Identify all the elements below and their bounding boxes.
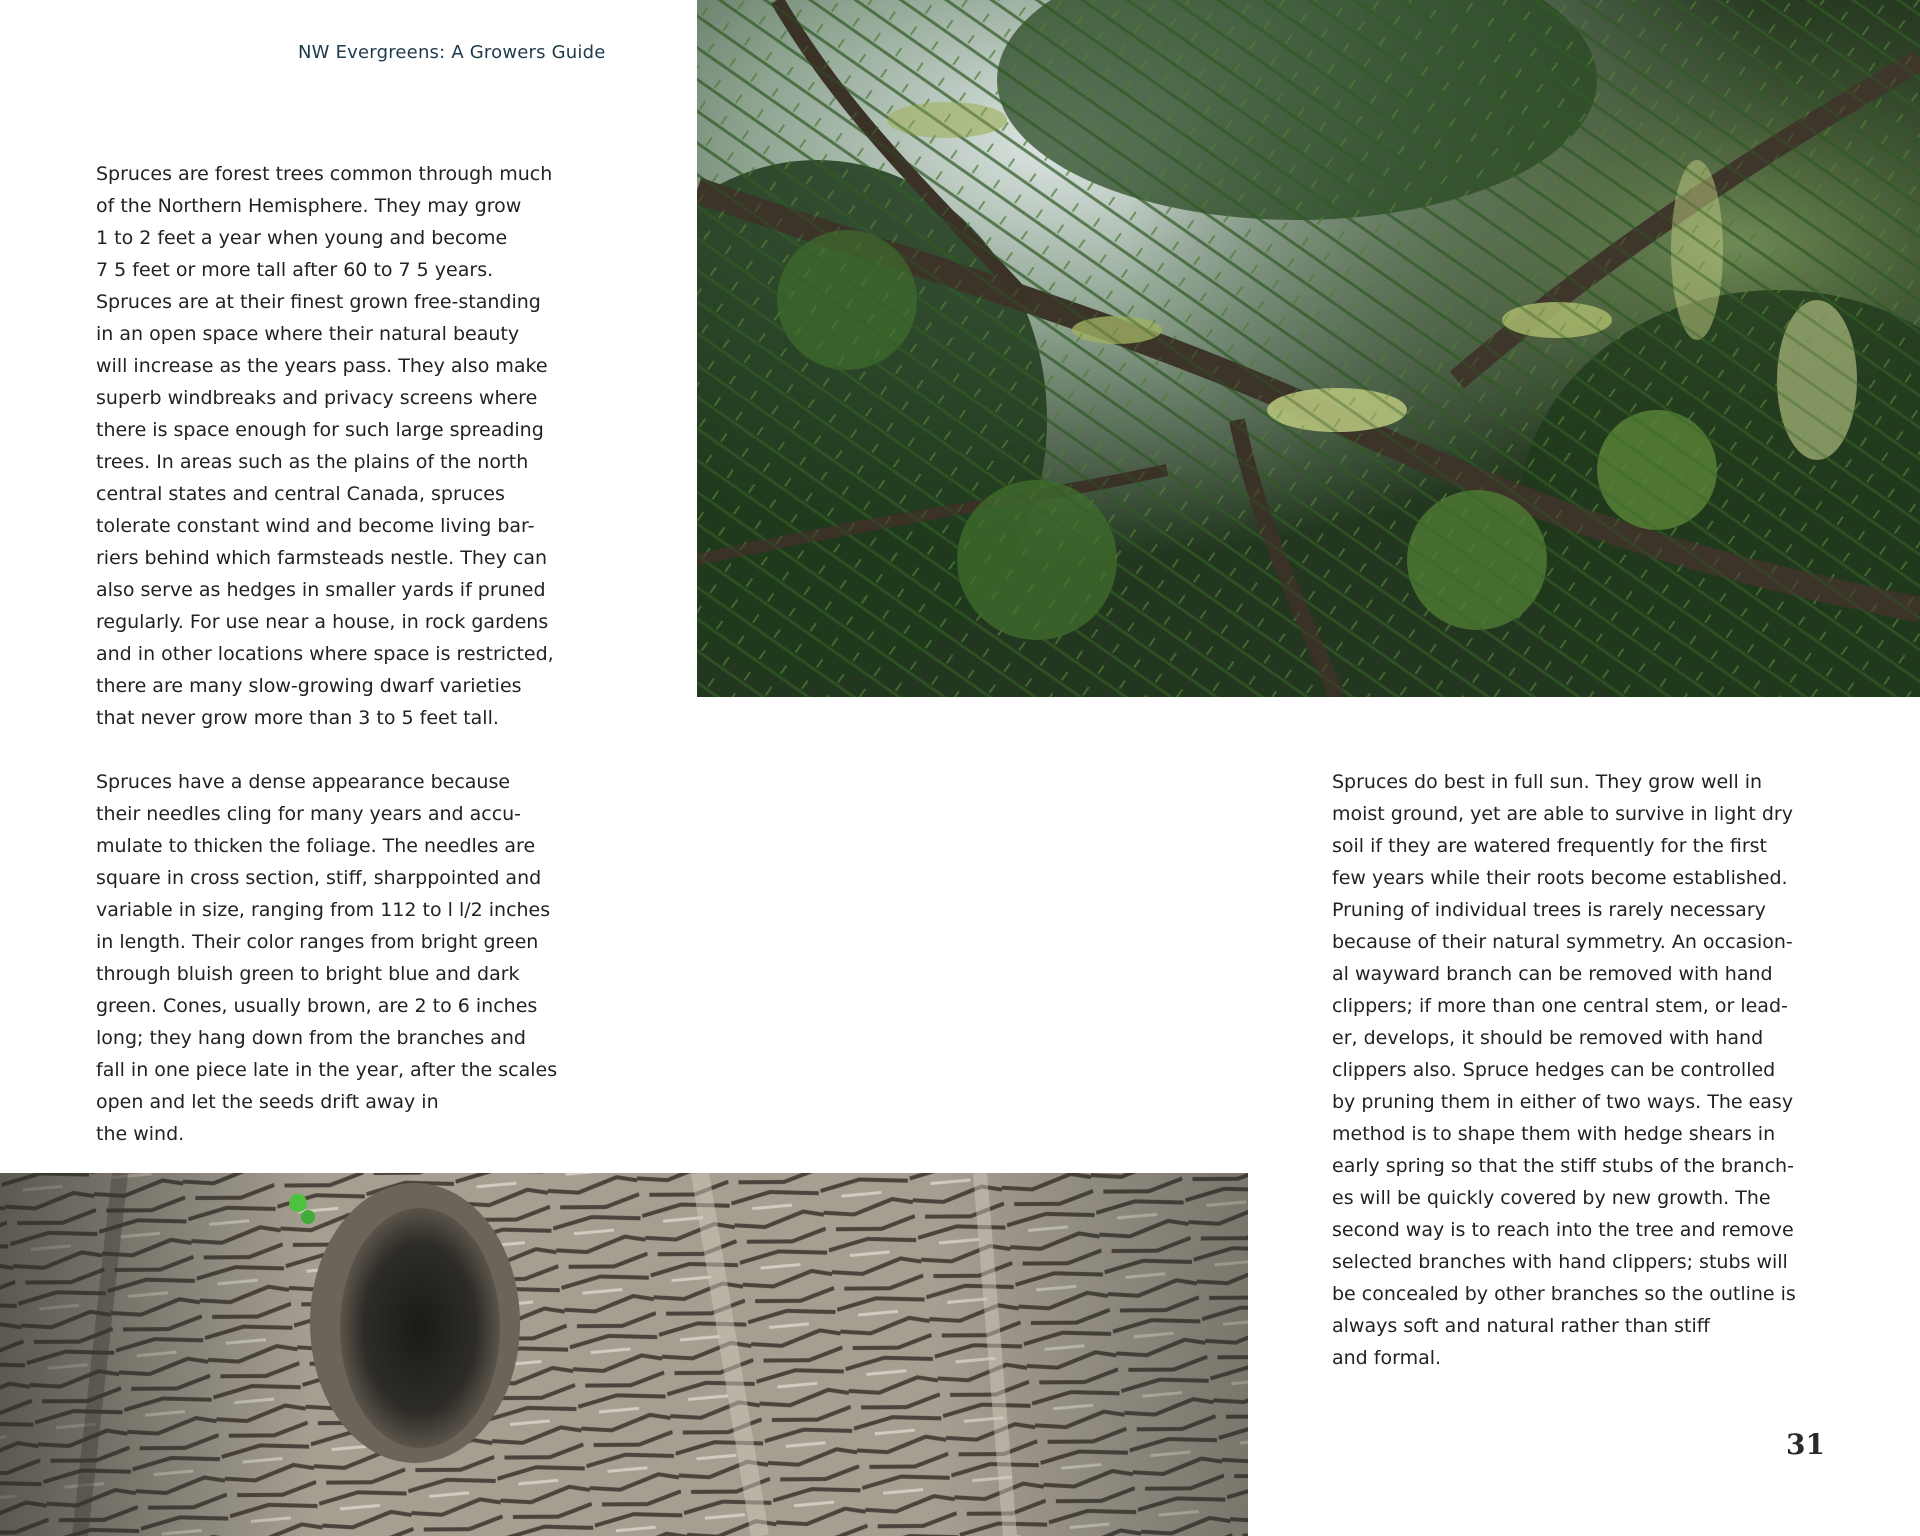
text-line: central states and central Canada, spruces	[96, 483, 505, 505]
text-line: riers behind which farmsteads nestle. They can	[96, 547, 548, 569]
text-line: variable in size, ranging from 112 to l l/2 inches	[96, 899, 551, 921]
text-line: will increase as the years pass. They also make	[96, 355, 548, 377]
text-line: and formal.	[1332, 1347, 1442, 1369]
text-line: by pruning them in either of two ways. The easy	[1332, 1091, 1794, 1113]
text-line: soil if they are watered frequently for the first	[1332, 835, 1767, 857]
paragraph-care	[1332, 766, 1796, 1374]
text-line: their needles cling for many years and accu-	[96, 803, 522, 825]
text-line: al wayward branch can be removed with hand	[1332, 963, 1773, 985]
text-line: 1 to 2 feet a year when young and become	[96, 227, 508, 249]
text-line: moist ground, yet are able to survive in light dry	[1332, 803, 1793, 825]
text-line: of the Northern Hemisphere. They may grow	[96, 195, 522, 217]
text-line: green. Cones, usually brown, are 2 to 6 inches	[96, 995, 538, 1017]
text-line: regularly. For use near a house, in rock gardens	[96, 611, 549, 633]
text-line: fall in one piece late in the year, after the scales	[96, 1059, 558, 1081]
text-line: es will be quickly covered by new growth. The	[1332, 1187, 1771, 1209]
text-line: er, develops, it should be removed with hand	[1332, 1027, 1764, 1049]
text-line: Spruces are at their finest grown free-standing	[96, 291, 541, 313]
text-line: long; they hang down from the branches and	[96, 1027, 526, 1049]
text-line: Pruning of individual trees is rarely necessary	[1332, 899, 1766, 921]
text-line: in an open space where their natural beauty	[96, 323, 520, 345]
text-line: trees. In areas such as the plains of the north	[96, 451, 529, 473]
text-line: be concealed by other branches so the outline is	[1332, 1283, 1796, 1305]
text-line: Spruces have a dense appearance because	[96, 771, 511, 793]
text-line: tolerate constant wind and become living bar-	[96, 515, 535, 537]
text-line: clippers also. Spruce hedges can be controlled	[1332, 1059, 1776, 1081]
text-line: superb windbreaks and privacy screens where	[96, 387, 538, 409]
text-line: early spring so that the stiff stubs of the branch-	[1332, 1155, 1794, 1177]
text-line: Spruces do best in full sun. They grow well in	[1332, 771, 1763, 793]
text-line: selected branches with hand clippers; stubs will	[1332, 1251, 1788, 1273]
running-header-title: NW Evergreens: A Growers Guide	[298, 42, 606, 63]
text-line: square in cross section, stiff, sharppointed and	[96, 867, 542, 889]
text-line: there is space enough for such large spreading	[96, 419, 544, 441]
text-line: there are many slow-growing dwarf varieties	[96, 675, 522, 697]
text-line: that never grow more than 3 to 5 feet tall.	[96, 707, 499, 729]
spruce-branch-illustration	[697, 0, 1920, 697]
text-line: second way is to reach into the tree and remove	[1332, 1219, 1794, 1241]
text-line: in length. Their color ranges from bright green	[96, 931, 539, 953]
text-line: also serve as hedges in smaller yards if pruned	[96, 579, 546, 601]
spruce-bark-illustration	[0, 1173, 1248, 1536]
text-line: through bluish green to bright blue and dark	[96, 963, 520, 985]
text-line: method is to shape them with hedge shears in	[1332, 1123, 1776, 1145]
text-line: open and let the seeds drift away in	[96, 1091, 439, 1113]
text-line: few years while their roots become established.	[1332, 867, 1788, 889]
paragraph-intro	[96, 158, 554, 734]
spruce-bark-photo	[0, 1173, 1248, 1536]
text-line: because of their natural symmetry. An occasion-	[1332, 931, 1793, 953]
text-line: clippers; if more than one central stem, or lead-	[1332, 995, 1788, 1017]
text-line: always soft and natural rather than stiff	[1332, 1315, 1710, 1337]
page-number: 31	[1786, 1428, 1825, 1461]
paragraph-appearance	[96, 766, 557, 1150]
text-line: the wind.	[96, 1123, 185, 1145]
spruce-branch-photo	[697, 0, 1920, 697]
text-line: mulate to thicken the foliage. The needles are	[96, 835, 536, 857]
text-line: 7 5 feet or more tall after 60 to 7 5 years.	[96, 259, 494, 281]
text-line: Spruces are forest trees common through much	[96, 163, 553, 185]
text-line: and in other locations where space is restricted,	[96, 643, 554, 665]
